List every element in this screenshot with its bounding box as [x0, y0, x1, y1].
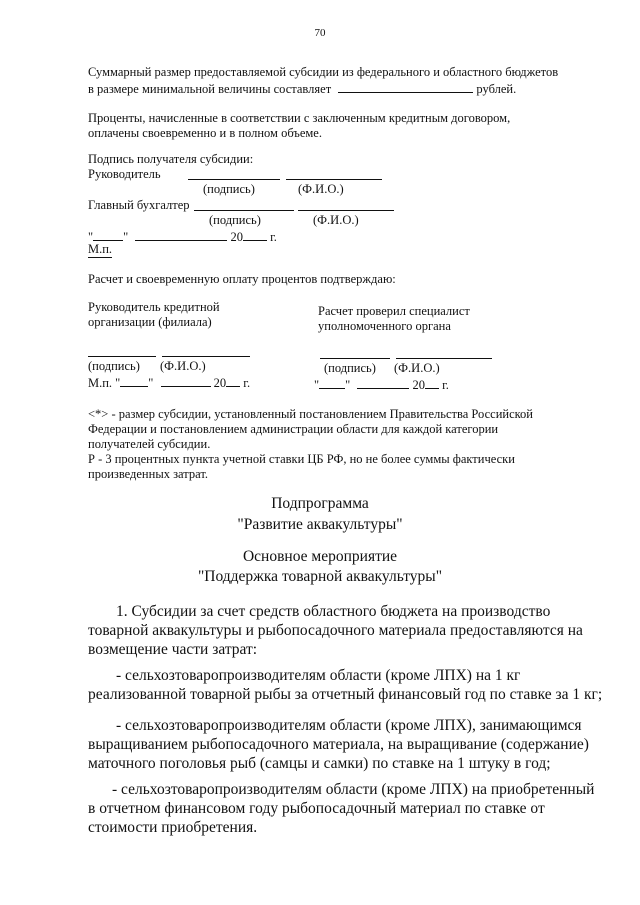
para-2-line-1: - сельхозтоваропроизводителям области (кроме ЛПХ) на 1 кг: [116, 667, 521, 684]
interest-line-1: Проценты, начисленные в соответствии с заключенным кредитным договором,: [88, 111, 511, 125]
bank-month-blank: [161, 374, 211, 387]
bank-day-blank: [120, 374, 148, 387]
main-event-name: "Поддержка товарной аквакультуры": [197, 568, 443, 585]
para-2-line-2: реализованной товарной рыбы за отчетный финансовый год по ставке за 1 кг;: [88, 686, 603, 703]
specialist-g: г.: [442, 378, 449, 392]
footnote-2-line-1: Р - 3 процентных пункта учетной ставки ЦБ РФ, но не более суммы фактически: [88, 452, 515, 466]
accountant-fio-caption: (Ф.И.О.): [313, 213, 359, 227]
bank-year-blank: [226, 374, 240, 387]
summary-line-1: Суммарный размер предоставляемой субсидии из федерального и областного бюджетов: [88, 65, 559, 79]
main-event-title: Основное мероприятие: [242, 548, 398, 565]
page-number: 70: [314, 27, 326, 39]
para-3-line-3: маточного поголовья рыб (самцы и самки) по ставке на 1 штуку в год;: [88, 755, 551, 772]
bank-g: г.: [243, 376, 251, 390]
subprogram-name: "Развитие аквакультуры": [237, 516, 403, 533]
accountant-fio-line: [298, 210, 394, 211]
confirm-text: Расчет и своевременную оплату процентов подтверждаю:: [88, 272, 396, 286]
chief-accountant-label: Главный бухгалтер: [88, 198, 190, 212]
accountant-signature-line: [194, 210, 294, 211]
recipient-date-line: [88, 228, 277, 245]
year-suffix: г.: [270, 230, 277, 244]
head-fio-line: [286, 179, 382, 180]
summary-line-2-end: рублей.: [476, 82, 517, 96]
summary-line-2-start: в размере минимальной величины составляет: [88, 82, 332, 96]
subprogram-title: Подпрограмма: [271, 495, 369, 512]
date-quote-close: ": [123, 230, 129, 244]
accountant-podpis-caption: (подпись): [209, 213, 261, 227]
head-fio-caption: (Ф.И.О.): [298, 182, 344, 196]
footnote-1-line-1: <*> - размер субсидии, установленный постановлением Правительства Российской: [88, 407, 534, 421]
summary-line-2: [88, 80, 516, 97]
specialist-year-blank: [425, 376, 439, 389]
bank-date-line: [88, 374, 250, 391]
amount-blank: [338, 80, 473, 93]
bank-head-line-1: Руководитель кредитной: [88, 300, 220, 314]
bank-quote-close: ": [148, 376, 154, 390]
specialist-month-blank: [357, 376, 409, 389]
para-3-line-2: выращиванием рыбопосадочного материала, на выращивание (содержание): [88, 736, 589, 753]
para-1-line-3: возмещение части затрат:: [88, 641, 258, 658]
bank-year: 20: [213, 376, 227, 390]
footnote-1-line-3: получателей субсидии.: [88, 437, 211, 451]
specialist-quote-close: ": [345, 378, 351, 392]
bank-fio-caption: (Ф.И.О.): [160, 359, 206, 373]
para-4-line-2: в отчетном финансовом году рыбопосадочный материал по ставке от: [88, 800, 545, 817]
recipient-header: Подпись получателя субсидии:: [88, 152, 254, 166]
specialist-line-2: уполномоченного органа: [318, 319, 451, 333]
para-4-line-1: - сельхозтоваропроизводителям области (кроме ЛПХ) на приобретенный: [112, 781, 595, 798]
footnote-1-line-2: Федерации и постановлением администрации области для каждой категории: [88, 422, 499, 436]
para-4-line-3: стоимости приобретения.: [88, 819, 258, 836]
bank-mp: М.п. ": [88, 376, 121, 390]
bank-podpis-caption: (подпись): [88, 359, 140, 373]
specialist-fio-caption: (Ф.И.О.): [394, 361, 440, 375]
month-blank: [135, 228, 227, 241]
para-1-line-1: 1. Субсидии за счет средств областного бюджета на производство: [116, 603, 551, 620]
specialist-day-blank: [319, 376, 345, 389]
specialist-podpis-caption: (подпись): [324, 361, 376, 375]
bank-fio-line: [162, 356, 250, 357]
head-podpis-caption: (подпись): [203, 182, 255, 196]
bank-signature-line: [88, 356, 156, 357]
date-quote-open: ": [88, 230, 94, 244]
para-1-line-2: товарной аквакультуры и рыбопосадочного материала предоставляются на: [88, 622, 583, 639]
day-blank: [93, 228, 123, 241]
head-signature-line: [188, 179, 280, 180]
specialist-signature-line: [320, 358, 390, 359]
specialist-line-1: Расчет проверил специалист: [318, 304, 470, 318]
year-prefix: 20: [230, 230, 243, 244]
recipient-mp: М.п.: [88, 242, 113, 256]
specialist-quote-open: ": [314, 378, 320, 392]
specialist-year: 20: [412, 378, 425, 392]
para-3-line-1: - сельхозтоваропроизводителям области (кроме ЛПХ), занимающимся: [116, 717, 582, 734]
bank-head-line-2: организации (филиала): [88, 315, 212, 329]
specialist-date-line: [314, 376, 449, 393]
interest-line-2: оплачены своевременно и в полном объеме.: [88, 126, 322, 140]
year-blank: [243, 228, 267, 241]
recipient-head-label: Руководитель: [88, 167, 161, 181]
specialist-fio-line: [396, 358, 492, 359]
footnote-2-line-2: произведенных затрат.: [88, 467, 208, 481]
